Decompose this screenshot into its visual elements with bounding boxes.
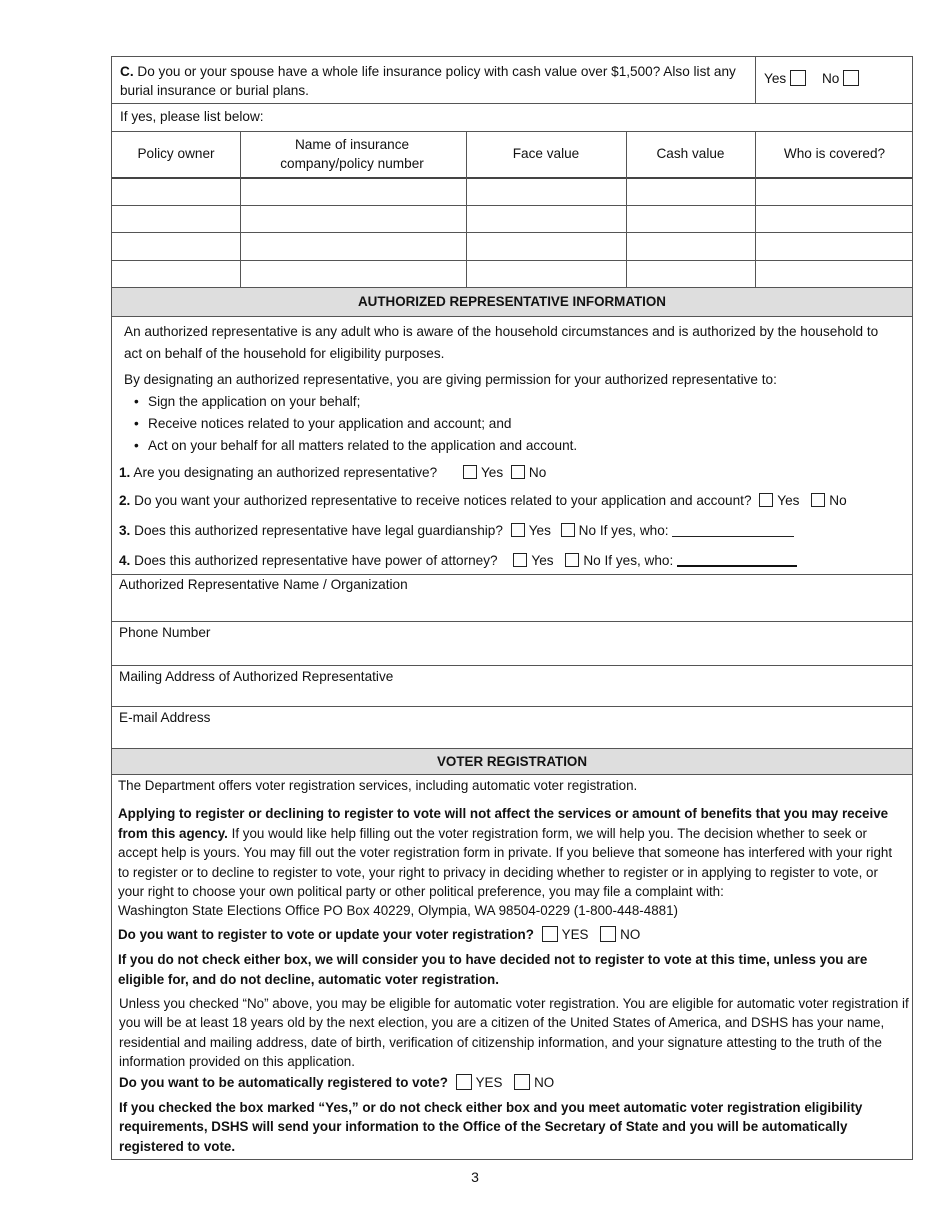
question-c bbox=[120, 62, 750, 100]
automatic-registration-paragraph: Unless you checked “No” above, you may be eligible for automatic voter registration. You are eligible for automatic voter registration if you will be at least 18 years old by the next election, you are a citizen of the United States of America, and DSHS has your name, residential and mailing address, date of birth, verification of citizenship information, and your signature attesting to the truth of the information provided on this application. bbox=[119, 996, 909, 1070]
question-c-yes-checkbox[interactable] bbox=[790, 70, 806, 86]
list-item: • Act on your behalf for all matters related to the application and account. bbox=[134, 435, 577, 457]
guardian-who-field[interactable] bbox=[672, 525, 794, 537]
no-label: No bbox=[829, 493, 847, 508]
email-label: E-mail Address bbox=[119, 710, 211, 725]
q1-no-checkbox[interactable] bbox=[511, 465, 525, 479]
auth-rep-permission-intro: By designating an authorized representative, you are giving permission for your authorized representative to: bbox=[124, 372, 777, 387]
register-question bbox=[118, 926, 640, 945]
table-row[interactable] bbox=[112, 179, 914, 205]
auth-rep-question-3 bbox=[119, 521, 794, 540]
rep-name-label: Authorized Representative Name / Organization bbox=[119, 577, 408, 592]
yes-label: Yes bbox=[777, 493, 800, 508]
q3-yes-checkbox[interactable] bbox=[511, 523, 525, 537]
auth-rep-heading bbox=[112, 287, 912, 317]
auth-rep-title: AUTHORIZED REPRESENTATIVE INFORMATION bbox=[358, 294, 666, 309]
q2-no-checkbox[interactable] bbox=[811, 493, 825, 507]
page-number: 3 bbox=[471, 1169, 479, 1185]
if-yes-who-label: If yes, who: bbox=[599, 523, 669, 538]
divider bbox=[755, 57, 756, 103]
voter-title: VOTER REGISTRATION bbox=[436, 754, 588, 769]
question-number: 2. bbox=[119, 493, 131, 508]
automatic-question-text: Do you want to be automatically registered to vote? bbox=[119, 1075, 448, 1090]
question-number: 1. bbox=[119, 465, 131, 480]
auth-rep-question-4 bbox=[119, 551, 797, 570]
list-item: • Receive notices related to your application and account; and bbox=[134, 413, 512, 435]
no-label: No bbox=[821, 71, 840, 86]
question-c-text: Do you or your spouse have a whole life insurance policy with cash value over $1,500? Also list any burial insurance or burial plans. bbox=[120, 64, 736, 99]
mailing-address-field[interactable] bbox=[112, 666, 914, 706]
header-insurance-company: Name of insurance company/policy number bbox=[280, 137, 424, 171]
yes-label: YES bbox=[561, 927, 589, 942]
voter-paragraph bbox=[118, 804, 898, 902]
table-row[interactable] bbox=[112, 206, 914, 232]
q4-yes-checkbox[interactable] bbox=[513, 553, 527, 567]
table-row[interactable] bbox=[112, 233, 914, 260]
table-row[interactable] bbox=[112, 261, 914, 287]
final-notice: If you checked the box marked “Yes,” or do not check either box and you meet automatic voter registration eligibility requirements, DSHS will send your information to the Office of the Secretary of State and you will be automatically registered to vote. bbox=[119, 1100, 863, 1154]
yes-label: YES bbox=[475, 1075, 503, 1090]
q1-yes-checkbox[interactable] bbox=[463, 465, 477, 479]
voter-intro: The Department offers voter registration services, including automatic voter registration. bbox=[118, 778, 638, 793]
yes-label: Yes bbox=[528, 523, 551, 538]
yes-label: Yes bbox=[531, 553, 554, 568]
header-policy-owner: Policy owner bbox=[137, 146, 215, 162]
question-c-label: C. bbox=[120, 64, 134, 79]
mailing-address-label: Mailing Address of Authorized Representative bbox=[119, 669, 394, 684]
voter-heading bbox=[112, 748, 912, 775]
question-text: Does this authorized representative have power of attorney? bbox=[134, 553, 498, 568]
auth-rep-question-2 bbox=[119, 491, 847, 510]
auto-no-checkbox[interactable] bbox=[514, 1074, 530, 1090]
question-text: Does this authorized representative have legal guardianship? bbox=[134, 523, 503, 538]
header-who-covered: Who is covered? bbox=[783, 146, 886, 162]
list-item: • Sign the application on your behalf; bbox=[134, 391, 360, 413]
automatic-registration-question bbox=[119, 1074, 554, 1093]
question-c-answers bbox=[764, 69, 863, 88]
no-label: No bbox=[578, 523, 597, 538]
poa-who-field[interactable] bbox=[677, 555, 797, 567]
if-yes-who-label: If yes, who: bbox=[604, 553, 674, 568]
register-yes-checkbox[interactable] bbox=[542, 926, 558, 942]
q3-no-checkbox[interactable] bbox=[561, 523, 575, 537]
header-face-value: Face value bbox=[512, 146, 580, 162]
header-cash-value: Cash value bbox=[656, 146, 725, 162]
auto-yes-checkbox[interactable] bbox=[456, 1074, 472, 1090]
yes-label: Yes bbox=[764, 71, 787, 86]
rep-name-field[interactable] bbox=[112, 575, 914, 621]
phone-label: Phone Number bbox=[119, 625, 211, 640]
question-number: 3. bbox=[119, 523, 131, 538]
q4-no-checkbox[interactable] bbox=[565, 553, 579, 567]
no-label: NO bbox=[534, 1075, 555, 1090]
no-check-warning: If you do not check either box, we will consider you to have decided not to register to vote at this time, unless you are eligible for, and do not decline, automatic voter registration. bbox=[118, 952, 868, 987]
register-question-text: Do you want to register to vote or update your voter registration? bbox=[118, 927, 534, 942]
q2-yes-checkbox[interactable] bbox=[759, 493, 773, 507]
no-label: No bbox=[528, 465, 547, 480]
form-page bbox=[111, 56, 913, 1160]
divider bbox=[112, 103, 912, 104]
voter-paragraph-bold: Applying to register or declining to register to vote will not affect the services or amount of benefits that you may receive from this agency. bbox=[118, 806, 889, 841]
email-field[interactable] bbox=[112, 707, 914, 748]
yes-label: Yes bbox=[480, 465, 504, 480]
voter-paragraph-text: If you would like help filling out the voter registration form, we will help you. The decision whether to seek or accept help is yours. You may fill out the voter registration form in private. If you believe that someone has interfered with your right to register or to decline to register to vote, your right to privacy in deciding whether to register or in applying to register to vote, or your right to choose your own political party or other political preference, you may file a complaint with: bbox=[118, 825, 893, 900]
question-number: 4. bbox=[119, 553, 131, 568]
auth-rep-intro: An authorized representative is any adult who is aware of the household circumstances and is authorized by the household to act on behalf of the household for eligibility purposes. bbox=[124, 324, 879, 361]
no-label: NO bbox=[620, 927, 641, 942]
question-c-no-checkbox[interactable] bbox=[843, 70, 859, 86]
auth-rep-question-1 bbox=[119, 463, 546, 482]
question-text: Do you want your authorized representative to receive notices related to your application and account? bbox=[134, 493, 752, 508]
register-no-checkbox[interactable] bbox=[600, 926, 616, 942]
phone-field[interactable] bbox=[112, 622, 914, 665]
no-label: No bbox=[583, 553, 601, 568]
question-text: Are you designating an authorized representative? bbox=[133, 465, 438, 480]
list-prompt: If yes, please list below: bbox=[120, 109, 264, 124]
elections-office-address: Washington State Elections Office PO Box 40229, Olympia, WA 98504-0229 (1-800-448-4881) bbox=[118, 903, 678, 918]
